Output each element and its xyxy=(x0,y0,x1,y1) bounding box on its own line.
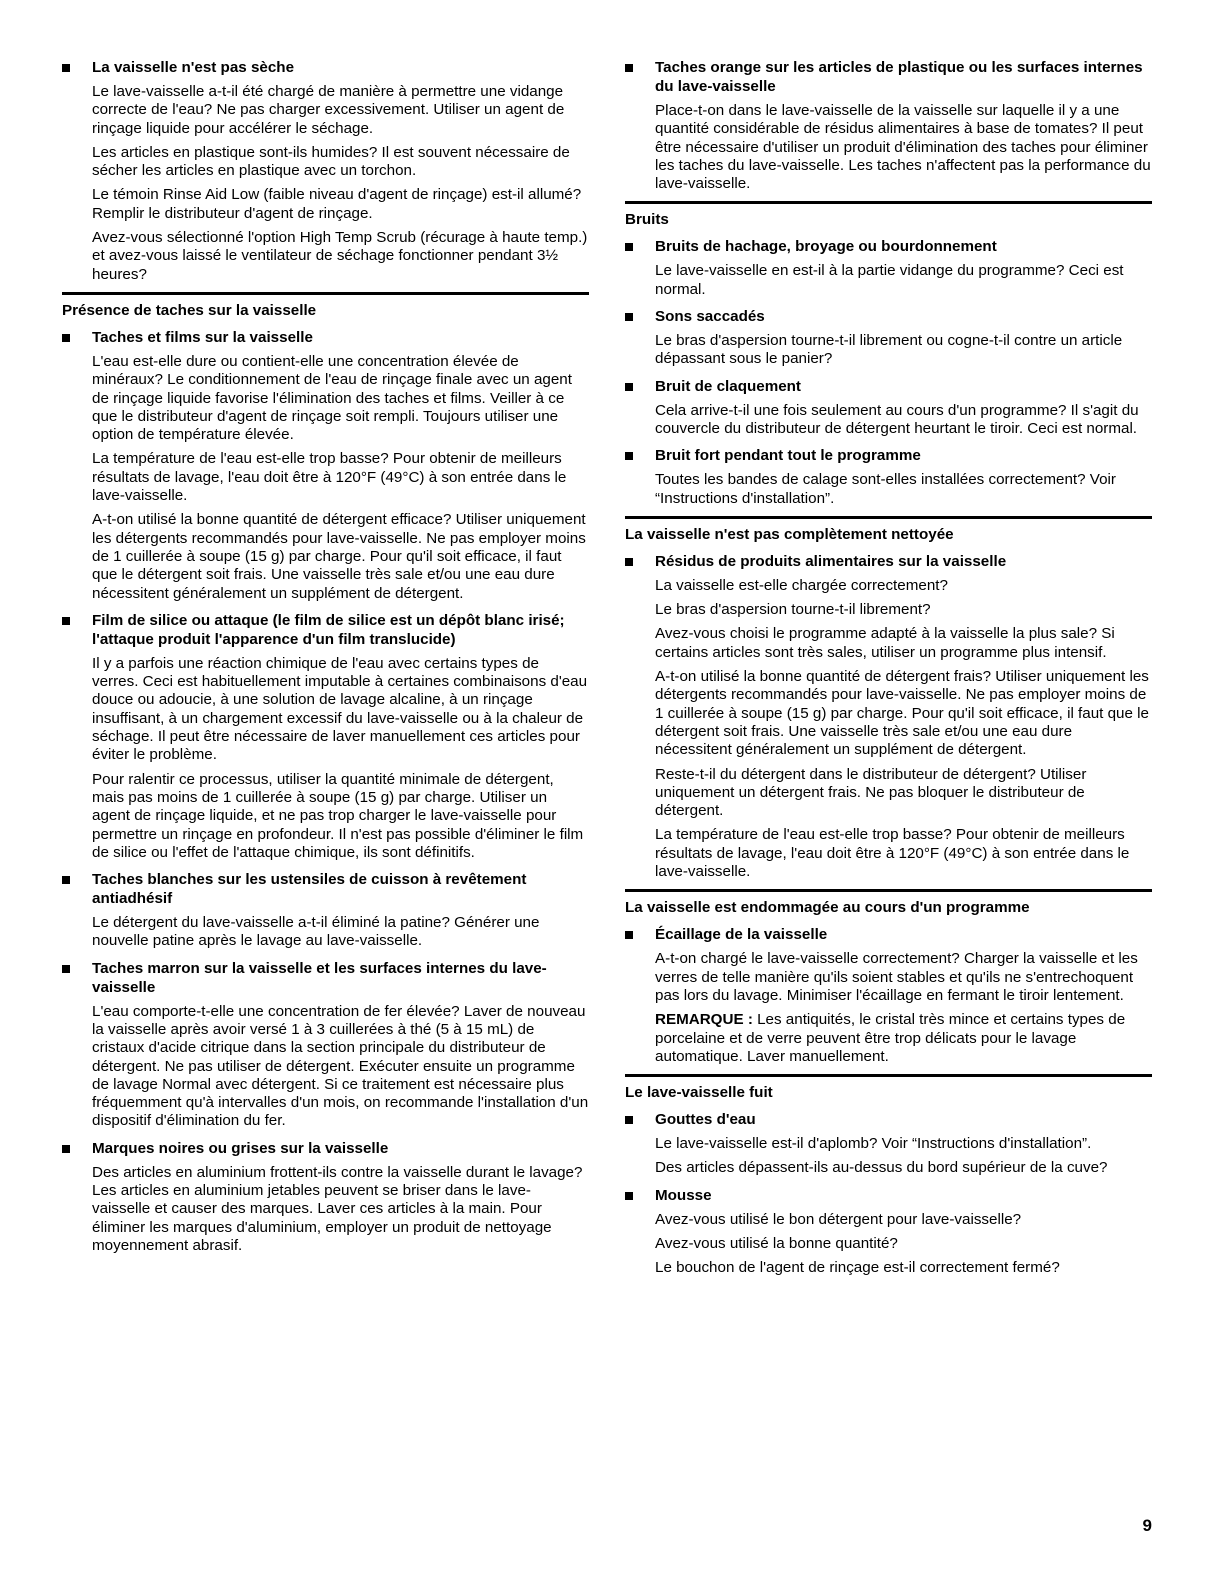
item-foam xyxy=(625,1186,1152,1278)
item-paragraph: Pour ralentir ce processus, utiliser la quantité minimale de détergent, mais pas moins de 1 cuillerée à soupe (15 g) par charge. Utiliser un agent de rinçage liquide, et ne pas trop charger le lave-vaisselle pour permettre un rinçage en profondeur. Il n'est pas possible d'éliminer le film de silice ou l'effet de l'attaque chimique, ils sont définitifs. xyxy=(92,770,584,861)
item-orange-stains xyxy=(625,58,1152,193)
item-title: Bruit fort pendant tout le programme xyxy=(625,446,1152,465)
item-loud-noise xyxy=(625,446,1152,508)
item-paragraph: Le bras d'aspersion tourne-t-il librement? xyxy=(655,601,931,619)
item-paragraph: Le bras d'aspersion tourne-t-il librement ou cogne-t-il contre un article dépassant sous le panier? xyxy=(655,332,1123,368)
item-brown-stains xyxy=(62,959,589,1131)
item-water-drops xyxy=(625,1110,1152,1178)
item-paragraph: Des articles dépassent-ils au-dessus du bord supérieur de la cuve? xyxy=(655,1159,1108,1177)
item-paragraph: Place-t-on dans le lave-vaisselle de la vaisselle sur laquelle il y a une quantité considérable de résidus alimentaires à base de tomates? Il peut être nécessaire d'utiliser un produit d'élimination des taches pour éliminer les taches du lave-vaisselle. Les taches n'affectent pas la performance du lave-vaisselle. xyxy=(655,102,1151,193)
item-title: La vaisselle n'est pas sèche xyxy=(62,58,589,77)
note-text: Les antiquités, le cristal très mince et certains types de porcelaine et de verre peuvent être trop délicats pour le lavage automatique. Laver manuellement. xyxy=(655,1011,1126,1065)
item-title: Marques noires ou grises sur la vaisselle xyxy=(62,1139,589,1158)
item-title: Taches blanches sur les ustensiles de cuisson à revêtement antiadhésif xyxy=(62,870,589,908)
item-paragraph: L'eau est-elle dure ou contient-elle une concentration élevée de minéraux? Le conditionnement de l'eau de rinçage finale avec un agent de rinçage liquide favorise l'élimination des taches et films. Veiller à ce que le distributeur d'agent de rinçage soit rempli. Toujours utiliser une option de température élevée. xyxy=(92,352,572,444)
item-title: Bruit de claquement xyxy=(625,377,1152,396)
item-chipping xyxy=(625,925,1152,1066)
item-grinding-noise xyxy=(625,237,1152,299)
item-paragraph: Le lave-vaisselle en est-il à la partie vidange du programme? Ceci est normal. xyxy=(655,262,1124,298)
note-label: REMARQUE : xyxy=(655,1011,753,1029)
item-paragraph: A-t-on utilisé la bonne quantité de détergent efficace? Utiliser uniquement les détergents recommandés pour lave-vaisselle. Ne pas employer moins de 1 cuillerée à soupe (15 g) par charge. Pour qu'il soit efficace, il faut que le détergent soit frais. Une vaisselle très sale et/ou une eau dure nécessitent généralement un supplément de détergent. xyxy=(92,511,586,602)
item-paragraph: Avez-vous sélectionné l'option High Temp Scrub (récurage à haute temp.) et avez-vous laissé le ventilateur de séchage fonctionner pendant 3½ heures? xyxy=(92,229,588,283)
item-paragraph: Il y a parfois une réaction chimique de l'eau avec certains types de verres. Ceci est habituellement imputable à certaines combinaisons d'eau douce ou adoucie, à une solution de lavage alcaline, à un rinçage insuffisant, à un chargement excessif du lave-vaisselle ou à la chaleur de séchage. Il peut être nécessaire de laver manuellement ces articles pour éviter le problème. xyxy=(92,654,588,764)
item-title: Écaillage de la vaisselle xyxy=(625,925,1152,944)
item-thumping-noise xyxy=(625,307,1152,369)
item-spots-films xyxy=(62,328,589,603)
item-silica-film xyxy=(62,611,589,862)
page-number: 9 xyxy=(1142,1516,1152,1535)
item-paragraph: Avez-vous choisi le programme adapté à la vaisselle la plus sale? Si certains articles sont très sales, utiliser un programme plus intensif. xyxy=(655,625,1115,661)
item-paragraph: La température de l'eau est-elle trop basse? Pour obtenir de meilleurs résultats de lavage, l'eau doit être à 120°F (49°C) à son entrée dans le lave-vaisselle. xyxy=(655,826,1130,881)
item-title: Taches et films sur la vaisselle xyxy=(62,328,589,347)
item-food-residue xyxy=(625,552,1152,881)
item-paragraph: Le détergent du lave-vaisselle a-t-il éliminé la patine? Générer une nouvelle patine après le lavage au lave-vaisselle. xyxy=(92,914,540,950)
section-heading: La vaisselle n'est pas complètement nettoyée xyxy=(625,516,1152,544)
item-title: Résidus de produits alimentaires sur la vaisselle xyxy=(625,552,1152,571)
item-paragraph: La température de l'eau est-elle trop basse? Pour obtenir de meilleurs résultats de lavage, l'eau doit être à 120°F (49°C) à son entrée dans le lave-vaisselle. xyxy=(92,450,567,505)
item-paragraph: Cela arrive-t-il une fois seulement au cours d'un programme? Il s'agit du couvercle du distributeur de détergent heurtant le tiroir. Ceci est normal. xyxy=(655,401,1139,437)
item-white-spots-cookware xyxy=(62,870,589,951)
item-title: Taches marron sur la vaisselle et les surfaces internes du lave-vaisselle xyxy=(62,959,589,997)
item-paragraph: Le lave-vaisselle est-il d'aplomb? Voir “Instructions d'installation”. xyxy=(655,1135,1092,1153)
item-clicking-noise xyxy=(625,377,1152,439)
item-paragraph: Avez-vous utilisé la bonne quantité? xyxy=(655,1234,898,1252)
section-heading: La vaisselle est endommagée au cours d'un programme xyxy=(625,889,1152,917)
section-heading: Le lave-vaisselle fuit xyxy=(625,1074,1152,1102)
item-paragraph: Reste-t-il du détergent dans le distributeur de détergent? Utiliser uniquement un détergent frais. Ne pas bloquer le distributeur de détergent. xyxy=(655,765,1087,820)
item-paragraph: A-t-on chargé le lave-vaisselle correctement? Charger la vaisselle et les verres de telle manière qu'ils soient stables et qu'ils ne s'entrechoquent pas lors du lavage. Minimiser l'écaillage en fermant le tiroir lentement. xyxy=(655,950,1138,1004)
item-paragraph: Toutes les bandes de calage sont-elles installées correctement? Voir “Instructions d'installation”. xyxy=(655,471,1116,507)
note-paragraph xyxy=(655,1011,1152,1066)
item-paragraph: Le lave-vaisselle a-t-il été chargé de manière à permettre une vidange correcte de l'eau? Ne pas charger excessivement. Utiliser un agent de rinçage liquide pour accélérer le séchage. xyxy=(92,83,565,137)
section-heading: Bruits xyxy=(625,201,1152,229)
item-title: Bruits de hachage, broyage ou bourdonnement xyxy=(625,237,1152,256)
right-column xyxy=(625,58,1152,1286)
left-column xyxy=(62,58,589,1263)
item-paragraph: Le témoin Rinse Aid Low (faible niveau d'agent de rinçage) est-il allumé? Remplir le distributeur d'agent de rinçage. xyxy=(92,186,582,222)
item-title: Film de silice ou attaque (le film de silice est un dépôt blanc irisé; l'attaque produit l'apparence d'un film translucide) xyxy=(62,611,589,649)
item-paragraph: Des articles en aluminium frottent-ils contre la vaisselle durant le lavage? Les articles en aluminium jetables peuvent se briser dans le lave-vaisselle et causer des marques. Laver ces articles à la main. Pour éliminer les marques d'aluminium, employer un produit de nettoyage moyennement abrasif. xyxy=(92,1163,583,1254)
item-title: Sons saccadés xyxy=(625,307,1152,326)
item-title: Taches orange sur les articles de plastique ou les surfaces internes du lave-vaisselle xyxy=(625,58,1152,96)
item-title: Mousse xyxy=(625,1186,1152,1205)
item-paragraph: Avez-vous utilisé le bon détergent pour lave-vaisselle? xyxy=(655,1210,1022,1228)
item-paragraph: Les articles en plastique sont-ils humides? Il est souvent nécessaire de sécher les articles en plastique avec un torchon. xyxy=(92,143,570,180)
item-paragraph: Le bouchon de l'agent de rinçage est-il correctement fermé? xyxy=(655,1259,1060,1277)
item-black-gray-marks xyxy=(62,1139,589,1255)
section-heading: Présence de taches sur la vaisselle xyxy=(62,292,589,320)
item-paragraph: L'eau comporte-t-elle une concentration de fer élevée? Laver de nouveau la vaisselle après avoir versé 1 à 3 cuillerées à thé (5 à 15 mL) de cristaux d'acide citrique dans la section principale du distributeur de détergent. Ne pas utiliser de détergent. Exécuter ensuite un programme de lavage Normal avec détergent. Si ce traitement est nécessaire plus fréquemment qu'à intervalles d'un mois, on recommande l'installation d'un dispositif d'élimination du fer. xyxy=(92,1002,589,1130)
item-title: Gouttes d'eau xyxy=(625,1110,1152,1129)
item-paragraph: A-t-on utilisé la bonne quantité de détergent frais? Utiliser uniquement les détergents recommandés pour lave-vaisselle. Ne pas employer moins de 1 cuillerée à soupe (15 g) par charge. Pour qu'il soit efficace, il faut que le détergent soit frais. Une vaisselle très sale et/ou une eau dure nécessitent généralement un supplément de détergent. xyxy=(655,668,1149,759)
item-dishes-not-dry xyxy=(62,58,589,284)
item-paragraph: La vaisselle est-elle chargée correctement? xyxy=(655,576,948,594)
